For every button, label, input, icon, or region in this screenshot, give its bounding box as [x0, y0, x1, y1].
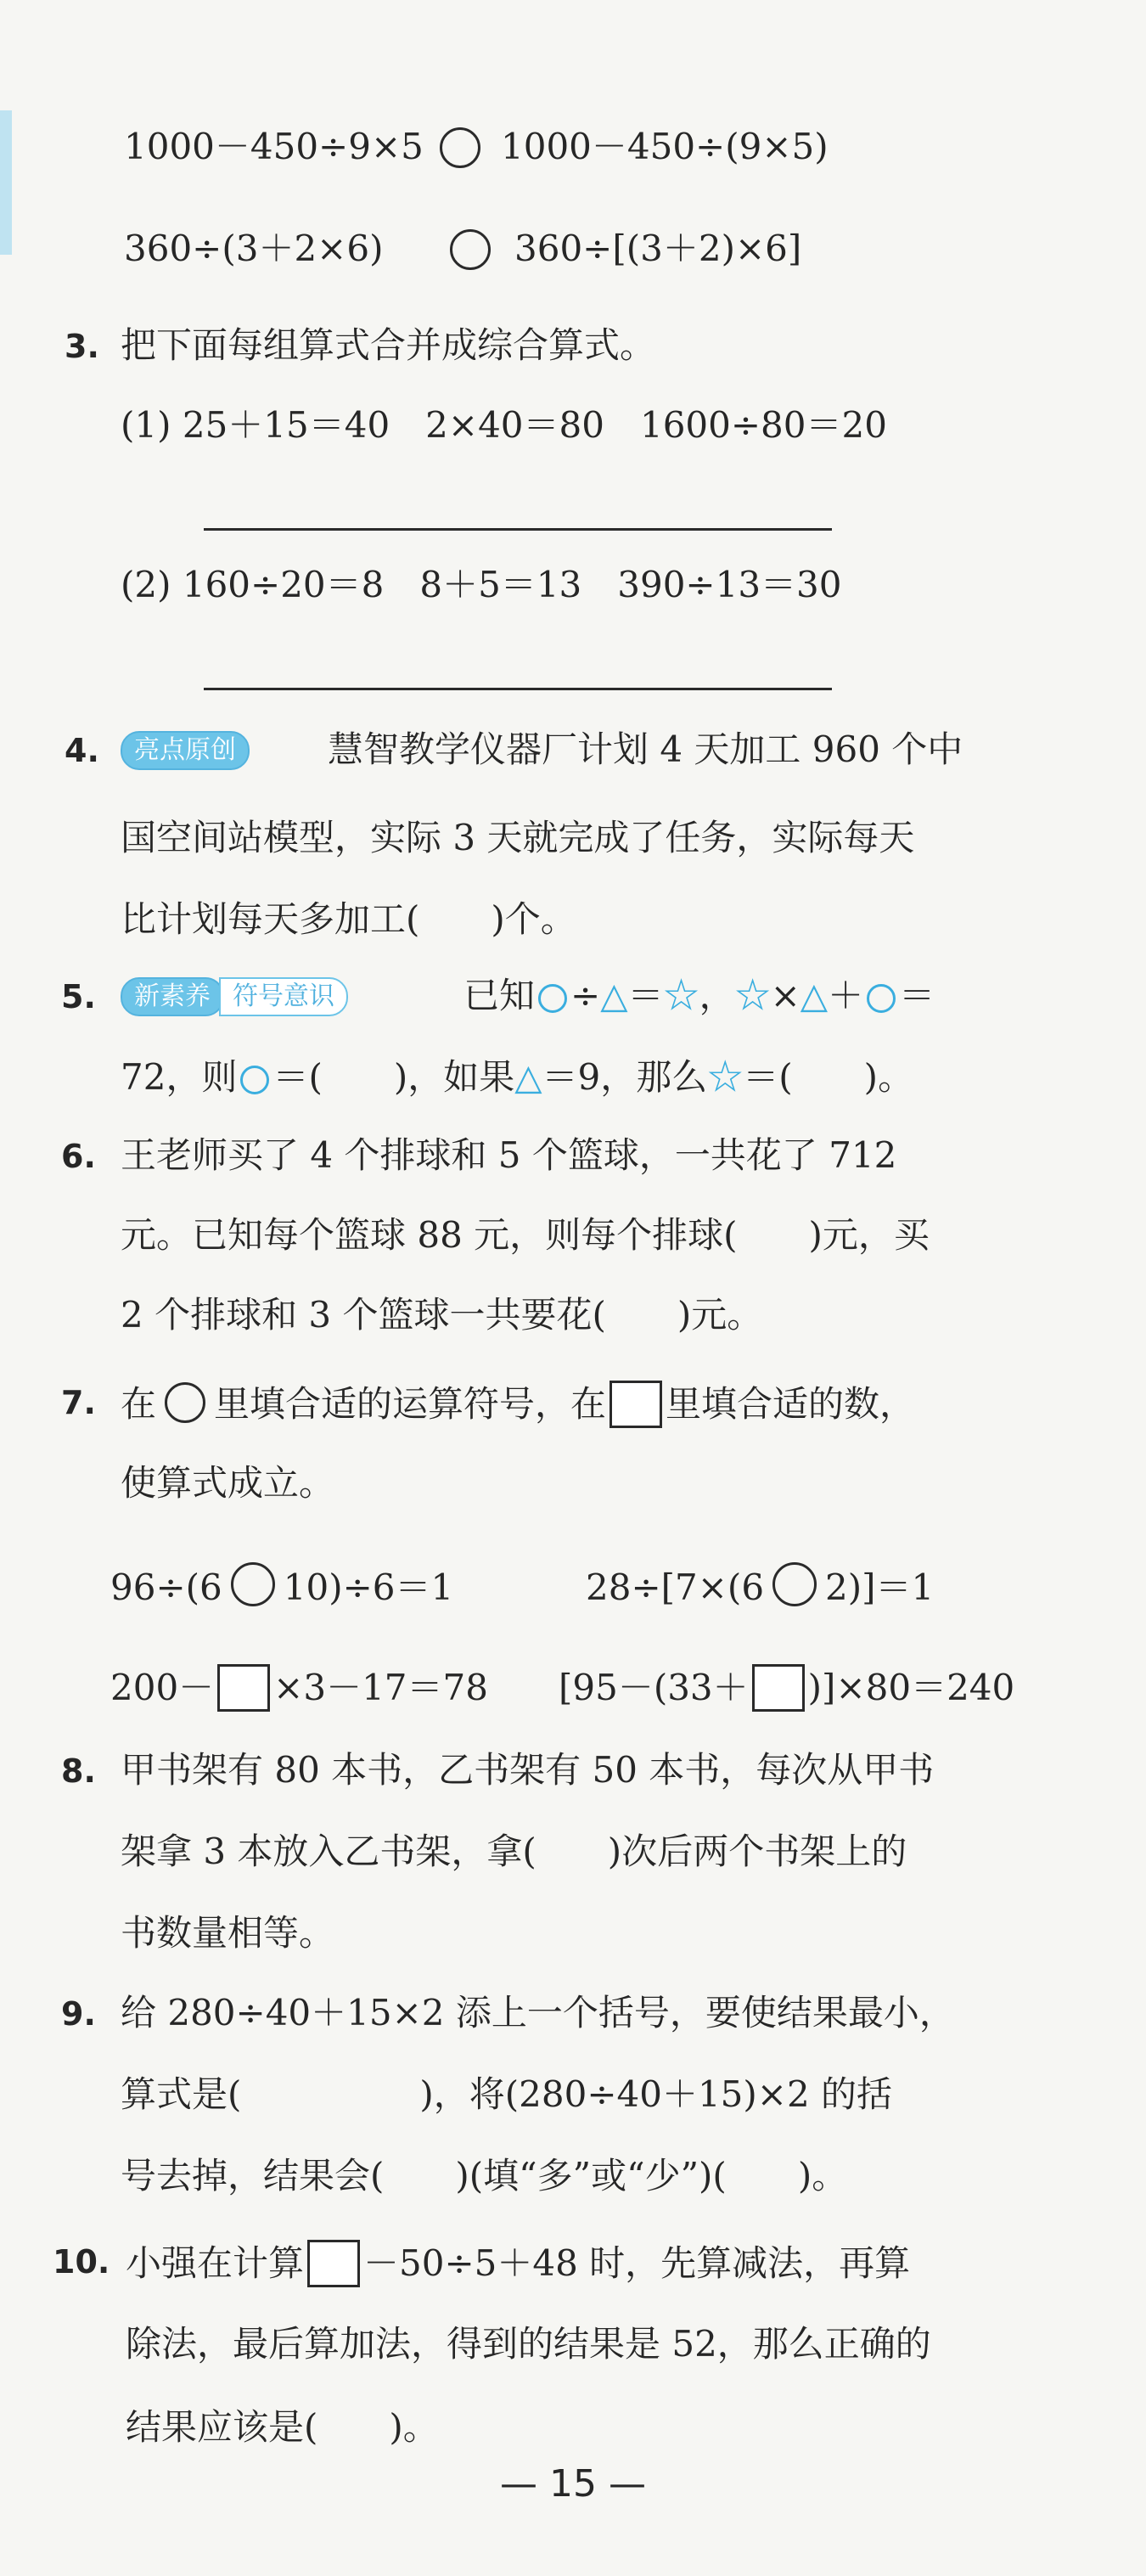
literacy-tag: 新素养 — [121, 977, 224, 1016]
circle-symbol-icon — [538, 984, 567, 1013]
answer-line-1[interactable] — [204, 528, 832, 531]
page-edge-tab — [0, 110, 12, 255]
page-number: — 15 — — [500, 2462, 646, 2506]
symbol-sense-tag: 符号意识 — [219, 977, 348, 1016]
worksheet-page: 1000－450÷9×5 1000－450÷(9×5) 360÷(3＋2×6) 360÷[(3＋2)×6] 3. 把下面每组算式合并成综合算式。 (1) 25＋15＝40 2×40＝80 1600÷80＝20 (2) 160÷20＝8 8＋5＝13 390÷13＝30 4. 亮点原创 慧智教学仪器厂计划 4 天加工 960 个中 国空间站模型，实际 3 天就完成了任务，实际每天 比计划每天多加工( )个。 5. 新素养 符号意识 已知 ÷△＝☆，☆×△＋ ＝ 72，则 ＝( )，如果△＝9，那么☆＝( )。 6. 王老师买了 4 个排球和 5 个篮球，一共花了 712 元。已知每个篮球 88 元，则每个排球( )元，买 2 个排球和 3 个篮球一共要花( )元。 7. 在 里填合适的运算符号，在 里填合适的数， 使算式成立。 96÷(6 10)÷6＝1 28÷[7×(6 2)]＝1 200－ ×3－17＝78 [95－(33＋ )]×80＝240 8. 甲书架有 80 本书，乙书架有 50 本书，每次从甲书 架拿 3 本放入乙书架，拿( )次后两个书架上的 书数量相等。 9. 给 280÷40＋15×2 添上一个括号，要使结果最小， 算式是( )，将(280÷40＋15)×2 的括 号去掉，结果会( )(填“多”或“少”)( )。 10. 小强在计算 －50÷5＋48 时，先算减法，再算 除法，最后算加法，得到的结果是 52，那么正确的 结果应该是( )。 — 15 — — [0, 0, 1146, 2576]
triangle-symbol-icon: △ — [600, 975, 628, 1016]
circle-symbol-icon — [867, 984, 896, 1013]
star-symbol-icon: ☆ — [734, 975, 771, 1016]
circle-symbol-icon — [240, 1066, 269, 1094]
compare-circle[interactable] — [431, 127, 489, 171]
star-symbol-icon: ☆ — [663, 975, 699, 1016]
triangle-symbol-icon: △ — [800, 975, 829, 1016]
triangle-symbol-icon: △ — [514, 1056, 542, 1098]
number-blank-2[interactable] — [752, 1664, 805, 1712]
original-tag: 亮点原创 — [121, 731, 250, 770]
number-box-icon — [610, 1381, 662, 1428]
number-blank-3[interactable] — [307, 2240, 360, 2287]
star-symbol-icon: ☆ — [707, 1056, 744, 1098]
compare-circle[interactable] — [441, 229, 499, 273]
number-blank-1[interactable] — [217, 1664, 270, 1712]
answer-line-2[interactable] — [204, 688, 832, 690]
operator-circle-icon — [165, 1382, 205, 1423]
operator-blank-1[interactable] — [231, 1562, 275, 1606]
operator-blank-2[interactable] — [772, 1562, 817, 1606]
